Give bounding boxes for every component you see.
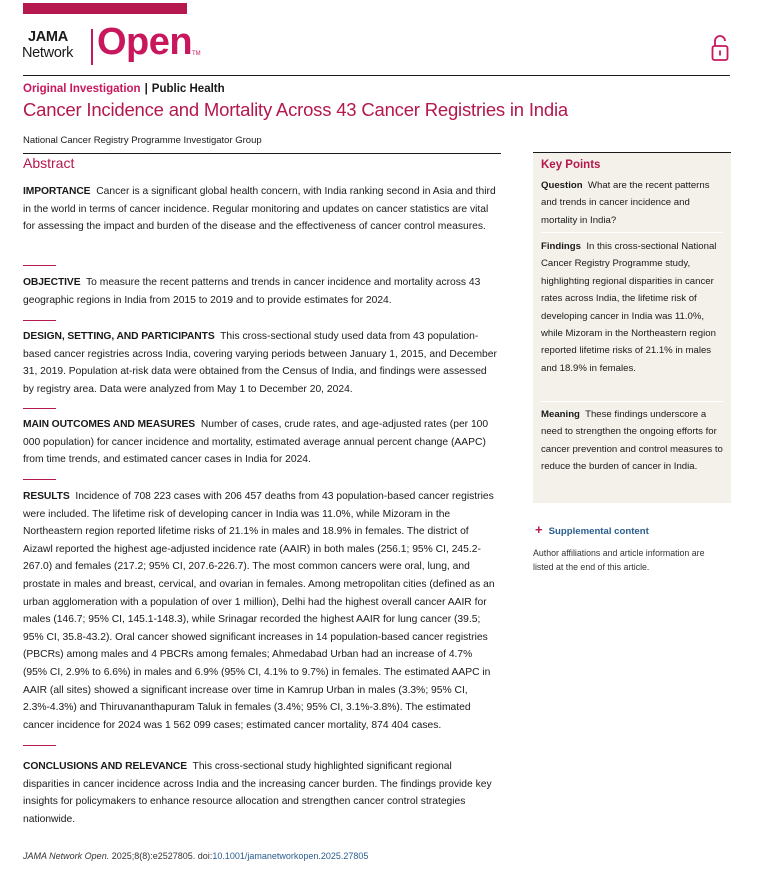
article-authors: National Cancer Registry Programme Investigator Group — [23, 135, 262, 146]
abstract-design — [23, 328, 497, 398]
brand-top-bar — [23, 3, 187, 14]
abstract-outcomes — [23, 416, 497, 469]
citation-journal: JAMA Network Open. — [23, 851, 110, 861]
citation-details: 2025;8(8):e2527805. doi: — [111, 851, 213, 861]
supplemental-content-label: Supplemental content — [548, 526, 649, 537]
key-point-rule — [541, 401, 723, 402]
article-type-separator: | — [144, 83, 148, 95]
key-point-findings — [541, 238, 727, 377]
section-text: This cross-sectional study highlighted significant regional disparities in cancer incidence across India and the increasing cancer burden. The findings provide key insights for policymakers to enhance resource allocation and strengthen cancer control strategies nationwide. — [23, 761, 492, 825]
abstract-conclusions — [23, 758, 497, 828]
abstract-importance — [23, 183, 497, 236]
section-label: DESIGN, SETTING, AND PARTICIPANTS — [23, 331, 215, 342]
section-text: Incidence of 708 223 cases with 206 457 deaths from 43 population-based cancer registries were included. The lifetime risk of developing cancer in India was 11.0%, while Mizoram in the Northeastern region reported lifetime risks of 21.1% in males and 18.9% in females. The district of Aizawl reported the highest age-adjusted incidence rate (AAIR) in both males (256.1; 95% CI, 245.2-267.0) and females (217.2; 95% CI, 207.6-226.7). The most common cancers were oral, lung, and prostate in males and breast, cervical, and ovarian in females. Among metropolitan cities (defined as an urban agglomeration with a population of over 1 million), Delhi had the highest overall cancer AAIR for males (146.7; 95% CI, 145.1-148.3), while Srinagar recorded the highest AAIR for lung cancer (39.5; 95% CI, 35.8-43.2). Oral cancer showed significant increases in 14 population-based cancer registries (PBCRs) among males and 4 PBCRs among females; Ahmedabad Urban had an increase of 4.7% (95% CI, 2.9% to 6.6%) in males and 6.9% (95% CI, 4.1% to 9.7%) in females. The estimated AAPC in AAIR (all sites) showed a significant increase over time in Kamrup Urban in males (3.3%; 95% CI, 2.3%-4.3%) and Thiruvananthapuram Taluk in females (3.4%; 95% CI, 3.1%-3.8%). The estimated cancer incidence for 2024 was 1 562 099 cases; estimated cancer mortality, 874 404 cases. — [23, 491, 495, 731]
logo-trademark: TM — [192, 51, 201, 57]
article-title: Cancer Incidence and Mortality Across 43 Cancer Registries in India — [23, 99, 568, 120]
section-text: Cancer is a significant global health concern, with India ranking second in Asia and third in the world in terms of cancer incidence. Regular monitoring and updates on cancer statistics are vital for assessing the impact and burden of the disease and the effectiveness of cancer control measures. — [23, 186, 496, 233]
section-label: CONCLUSIONS AND RELEVANCE — [23, 761, 187, 772]
section-rule — [23, 320, 56, 321]
abstract-results — [23, 488, 497, 734]
section-label: MAIN OUTCOMES AND MEASURES — [23, 419, 196, 430]
key-point-label: Findings — [541, 241, 581, 252]
logo-network-text: Network — [22, 45, 74, 61]
key-point-label: Meaning — [541, 409, 580, 420]
section-label: OBJECTIVE — [23, 277, 81, 288]
key-point-text: What are the recent patterns and trends in cancer incidence and mortality in India? — [541, 180, 710, 226]
article-type-line — [23, 83, 225, 95]
key-point-meaning — [541, 406, 727, 476]
section-label: IMPORTANCE — [23, 186, 91, 197]
plus-icon: + — [535, 522, 543, 537]
section-label: RESULTS — [23, 491, 70, 502]
open-access-lock-icon — [711, 34, 729, 62]
key-point-question — [541, 177, 727, 229]
logo-jama-text: JAMA — [28, 29, 68, 45]
abstract-heading: Abstract — [23, 155, 75, 171]
section-rule — [23, 745, 56, 746]
article-type-primary: Original Investigation — [23, 83, 141, 95]
abstract-objective — [23, 274, 497, 309]
logo-divider — [91, 29, 93, 65]
header-divider — [23, 75, 730, 76]
section-rule — [23, 479, 56, 480]
key-point-text: These findings underscore a need to strengthen the ongoing efforts for cancer prevention and control measures to reduce the burden of cancer in India. — [541, 409, 723, 473]
abstract-divider — [23, 153, 501, 154]
section-rule — [23, 408, 56, 409]
citation-line — [23, 851, 368, 861]
section-text: To measure the recent patterns and trends in cancer incidence and mortality across 43 geographic regions in India from 2015 to 2019 and to provide estimates for 2024. — [23, 277, 481, 306]
jama-network-open-logo[interactable] — [22, 21, 222, 67]
key-point-rule — [541, 232, 723, 233]
supplemental-content-link[interactable] — [535, 522, 649, 537]
key-point-text: In this cross-sectional National Cancer Registry Programme study, highlighting regional disparities in cancer rates across India, the lifetime risk of developing cancer in India was 11.0%, while Mizoram in the Northeastern region reported lifetime risks of 21.1% in males and 18.9% in females. — [541, 241, 717, 374]
section-rule — [23, 265, 56, 266]
key-points-heading: Key Points — [541, 159, 601, 171]
logo-open-text: Open — [97, 21, 193, 63]
section-text: Number of cases, crude rates, and age-adjusted rates (per 100 000 population) for cancer incidence and mortality, estimated average annual percent change (AAPC) from time trends, and estimated cancer cases in India for 2024. — [23, 419, 489, 466]
key-points-box — [533, 152, 731, 503]
doi-link[interactable]: 10.1001/jamanetworkopen.2025.27805 — [212, 851, 369, 861]
affiliations-note: Author affiliations and article information are listed at the end of this article. — [533, 548, 705, 572]
article-type-secondary: Public Health — [151, 83, 225, 95]
key-point-label: Question — [541, 180, 583, 191]
section-text: This cross-sectional study used data from 43 population-based cancer registries across India, covering varying periods between January 1, 2015, and December 31, 2019. Population at-risk data were obtained from the Census of India, and findings were assessed by registry area. Data were analyzed from May 1 to December 20, 2024. — [23, 331, 497, 395]
